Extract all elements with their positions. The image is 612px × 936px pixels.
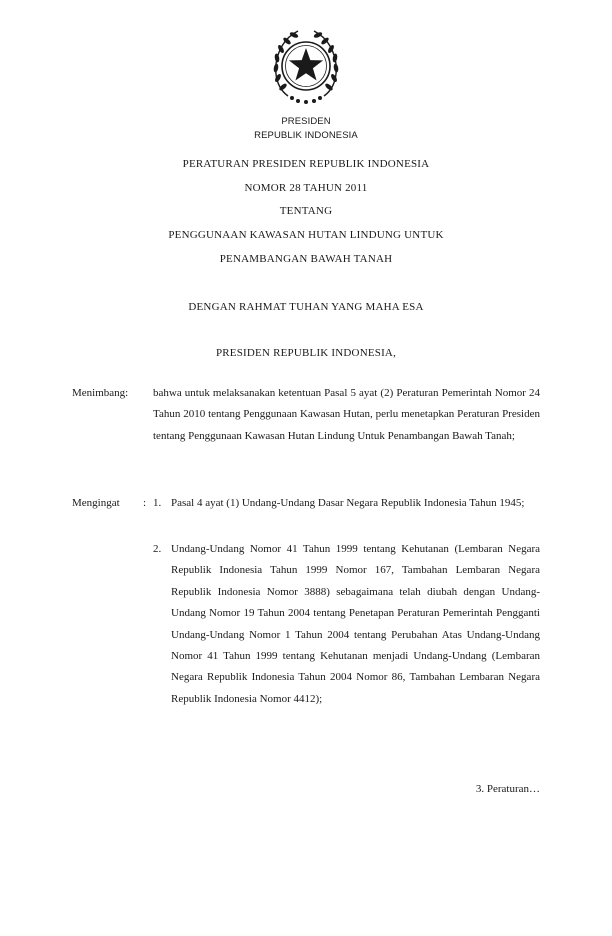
regulation-subject-line-1: PENGGUNAAN KAWASAN HUTAN LINDUNG UNTUK — [168, 229, 444, 241]
preamble: DENGAN RAHMAT TUHAN YANG MAHA ESA — [188, 301, 424, 313]
regulation-title: PERATURAN PRESIDEN REPUBLIK INDONESIA — [182, 158, 430, 170]
issuer-line-1: PRESIDEN — [281, 116, 331, 127]
menimbang-text: bahwa untuk melaksanakan ketentuan Pasal 5 ayat (2) Peraturan Pemerintah Nomor 24 Tahun 2010 tentang Penggunaan Kawasan Hutan, perlu menetapkan Peraturan Presiden tentang Penggunaan Kawasan Hutan Lindung Untuk Penambangan Bawah Tanah; — [153, 387, 540, 442]
mengingat-label: Mengingat — [72, 497, 120, 509]
list-item-number: 2. — [153, 543, 162, 555]
president-heading: PRESIDEN REPUBLIK INDONESIA, — [215, 347, 397, 359]
mengingat-colon: : — [143, 497, 147, 509]
list-item-text: Undang-Undang Nomor 41 Tahun 1999 tentang Kehutanan (Lembaran Negara Republik Indonesia Tahun 1999 Nomor 167, Tambahan Lembaran Negara Republik Indonesia Nomor 3888) sebagaimana telah diubah dengan Undang-Undang Nomor 19 Tahun 2004 tentang Penetapan Peraturan Pemerintah Pengganti Undang-Undang Nomor 1 Tahun 2004 tentang Perubahan Atas Undang-Undang Nomor 41 Tahun 1999 tentang Kehutanan menjadi Undang-Undang (Lembaran Negara Republik Indonesia Tahun 2004 Nomor 86, Tambahan Lembaran Negara Republik Indonesia Nomor 4412); — [171, 543, 540, 705]
regulation-number: NOMOR 28 TAHUN 2011 — [244, 182, 368, 194]
regulation-subject-line-2: PENAMBANGAN BAWAH TANAH — [219, 253, 393, 265]
continuation-note: 3. Peraturan… — [475, 783, 540, 795]
garuda-star-emblem-icon — [268, 26, 344, 106]
menimbang-label: Menimbang: — [72, 387, 129, 399]
regulation-about: TENTANG — [279, 205, 333, 217]
issuer-line-2: REPUBLIK INDONESIA — [254, 130, 358, 141]
list-item-number: 1. — [153, 497, 162, 509]
list-item-text: Pasal 4 ayat (1) Undang-Undang Dasar Negara Republik Indonesia Tahun 1945; — [171, 497, 525, 509]
